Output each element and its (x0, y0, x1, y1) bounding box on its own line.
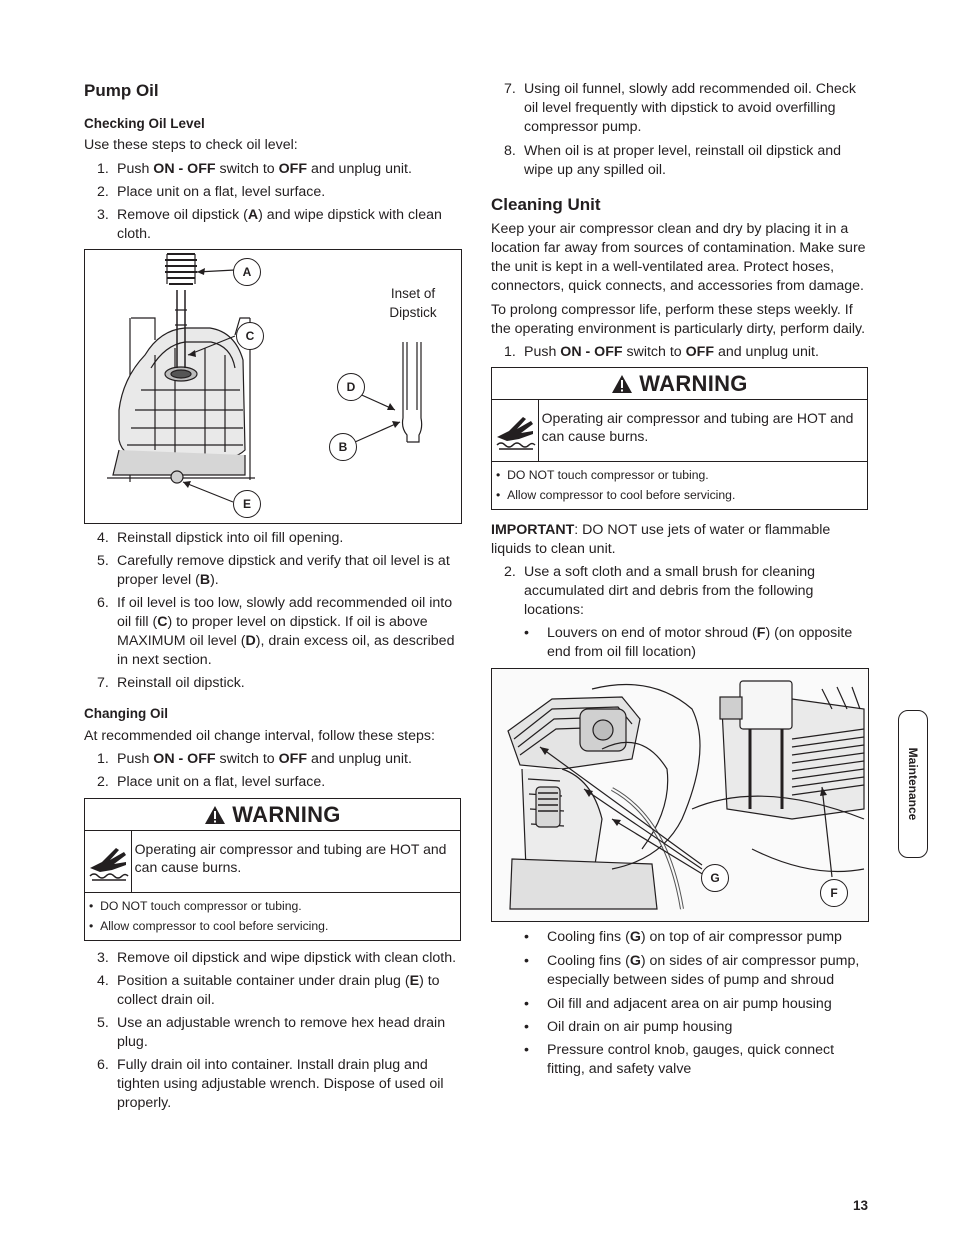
pump-oil-heading: Pump Oil (84, 81, 159, 100)
warning-box (84, 798, 461, 941)
warning-bullet: • DO NOT touch compressor or tubing. (496, 468, 709, 482)
callout-f: F (820, 879, 848, 907)
warning-text: Operating air compressor and tubing are HOT and can cause burns. (541, 410, 854, 444)
warning-header (492, 368, 867, 400)
warning-bullet: • Allow compressor to cool before servicing. (89, 919, 329, 933)
callout-g: G (701, 864, 729, 892)
dipstick-figure (84, 249, 462, 524)
callout-d: D (337, 373, 365, 401)
list-item: 7. Using oil funnel, slowly add recommended oil. Check oil level frequently with dipstick to avoid overfilling compressor pump. (504, 81, 856, 135)
compressor-pump-illustration (492, 669, 868, 921)
list-item: 8. When oil is at proper level, reinstall oil dipstick and wipe up any spilled oil. (504, 143, 842, 178)
changing-oil-heading: Changing Oil (84, 706, 168, 721)
warning-bullet: • Allow compressor to cool before servicing. (496, 488, 736, 502)
bullet-item: • Oil drain on air pump housing (524, 1019, 733, 1035)
list-item: 2. Use a soft cloth and a small brush for cleaning accumulated dirt and debris from the following locations: (504, 564, 815, 618)
list-item: 3. Remove oil dipstick (A) and wipe dipstick with clean cloth. (97, 207, 442, 242)
bullet-item: • Louvers on end of motor shroud (F) (on opposite end from oil fill location) (524, 625, 853, 660)
callout-a: A (233, 258, 261, 286)
list-item: 3. Remove oil dipstick and wipe dipstick with clean cloth. (97, 950, 457, 966)
list-item: 5. Carefully remove dipstick and verify that oil level is at proper level (B). (97, 553, 450, 588)
checking-oil-heading: Checking Oil Level (84, 116, 205, 131)
checking-intro: Use these steps to check oil level: (84, 137, 298, 153)
page-number: 13 (853, 1198, 869, 1213)
right-column (491, 80, 869, 1079)
inset-caption: Inset of Dipstick (389, 286, 437, 320)
list-item: 4. Reinstall dipstick into oil fill opening. (97, 530, 344, 546)
hot-surface-hand-icon (85, 831, 132, 892)
maintenance-section-tab: Maintenance (898, 710, 928, 858)
list-item: 7. Reinstall oil dipstick. (97, 675, 245, 691)
list-item: 5. Use an adjustable wrench to remove hex head drain plug. (97, 1015, 446, 1050)
cleaning-para-2: To prolong compressor life, perform these steps weekly. If the operating environment is particularly dirty, perform daily. (491, 302, 866, 337)
list-item: 2. Place unit on a flat, level surface. (97, 184, 326, 200)
cleaning-para-1: Keep your air compressor clean and dry by placing it in a location far away from sources of contamination. Make sure the unit is kept in a well-ventilated area. Protect hoses, connectors, quick connects, and accessories from damage. (491, 221, 866, 294)
changing-intro: At recommended oil change interval, follow these steps: (84, 728, 435, 744)
list-item: 1. Push ON - OFF switch to OFF and unplug unit. (97, 161, 412, 177)
bullet-item: • Pressure control knob, gauges, quick connect fitting, and safety valve (524, 1042, 835, 1077)
cleaning-unit-heading: Cleaning Unit (491, 195, 601, 214)
important-note: IMPORTANT: DO NOT use jets of water or flammable liquids to clean unit. (491, 522, 831, 557)
list-item: 1. Push ON - OFF switch to OFF and unplug unit. (97, 751, 412, 767)
bullet-item: • Cooling fins (G) on top of air compressor pump (524, 929, 842, 945)
hot-surface-hand-icon (492, 400, 539, 461)
warning-header (85, 799, 460, 831)
callout-e: E (233, 490, 261, 518)
callout-c: C (236, 322, 264, 350)
callout-b: B (329, 433, 357, 461)
warning-box (491, 367, 868, 510)
compressor-figure (491, 668, 869, 922)
bullet-item: • Cooling fins (G) on sides of air compressor pump, especially between sides of pump and shroud (524, 953, 860, 988)
list-item: 6. Fully drain oil into container. Install drain plug and tighten using adjustable wrench. Dispose of used oil properly. (97, 1057, 444, 1111)
warning-title: WARNING (639, 371, 748, 396)
list-item: 6. If oil level is too low, slowly add recommended oil into oil fill (C) to proper level on dipstick. If oil is above MAXIMUM oil level (D), drain excess oil, as described in next section. (97, 595, 455, 668)
list-item: 2. Place unit on a flat, level surface. (97, 774, 326, 790)
warning-bullet: • DO NOT touch compressor or tubing. (89, 899, 302, 913)
bullet-item: • Oil fill and adjacent area on air pump housing (524, 996, 832, 1012)
warning-title: WARNING (232, 802, 341, 827)
list-item: 1. Push ON - OFF switch to OFF and unplug unit. (504, 344, 819, 360)
warning-text: Operating air compressor and tubing are HOT and can cause burns. (134, 841, 447, 875)
left-column (84, 80, 464, 1113)
list-item: 4. Position a suitable container under drain plug (E) to collect drain oil. (97, 973, 440, 1008)
warning-triangle-icon (204, 805, 226, 825)
warning-triangle-icon (611, 374, 633, 394)
